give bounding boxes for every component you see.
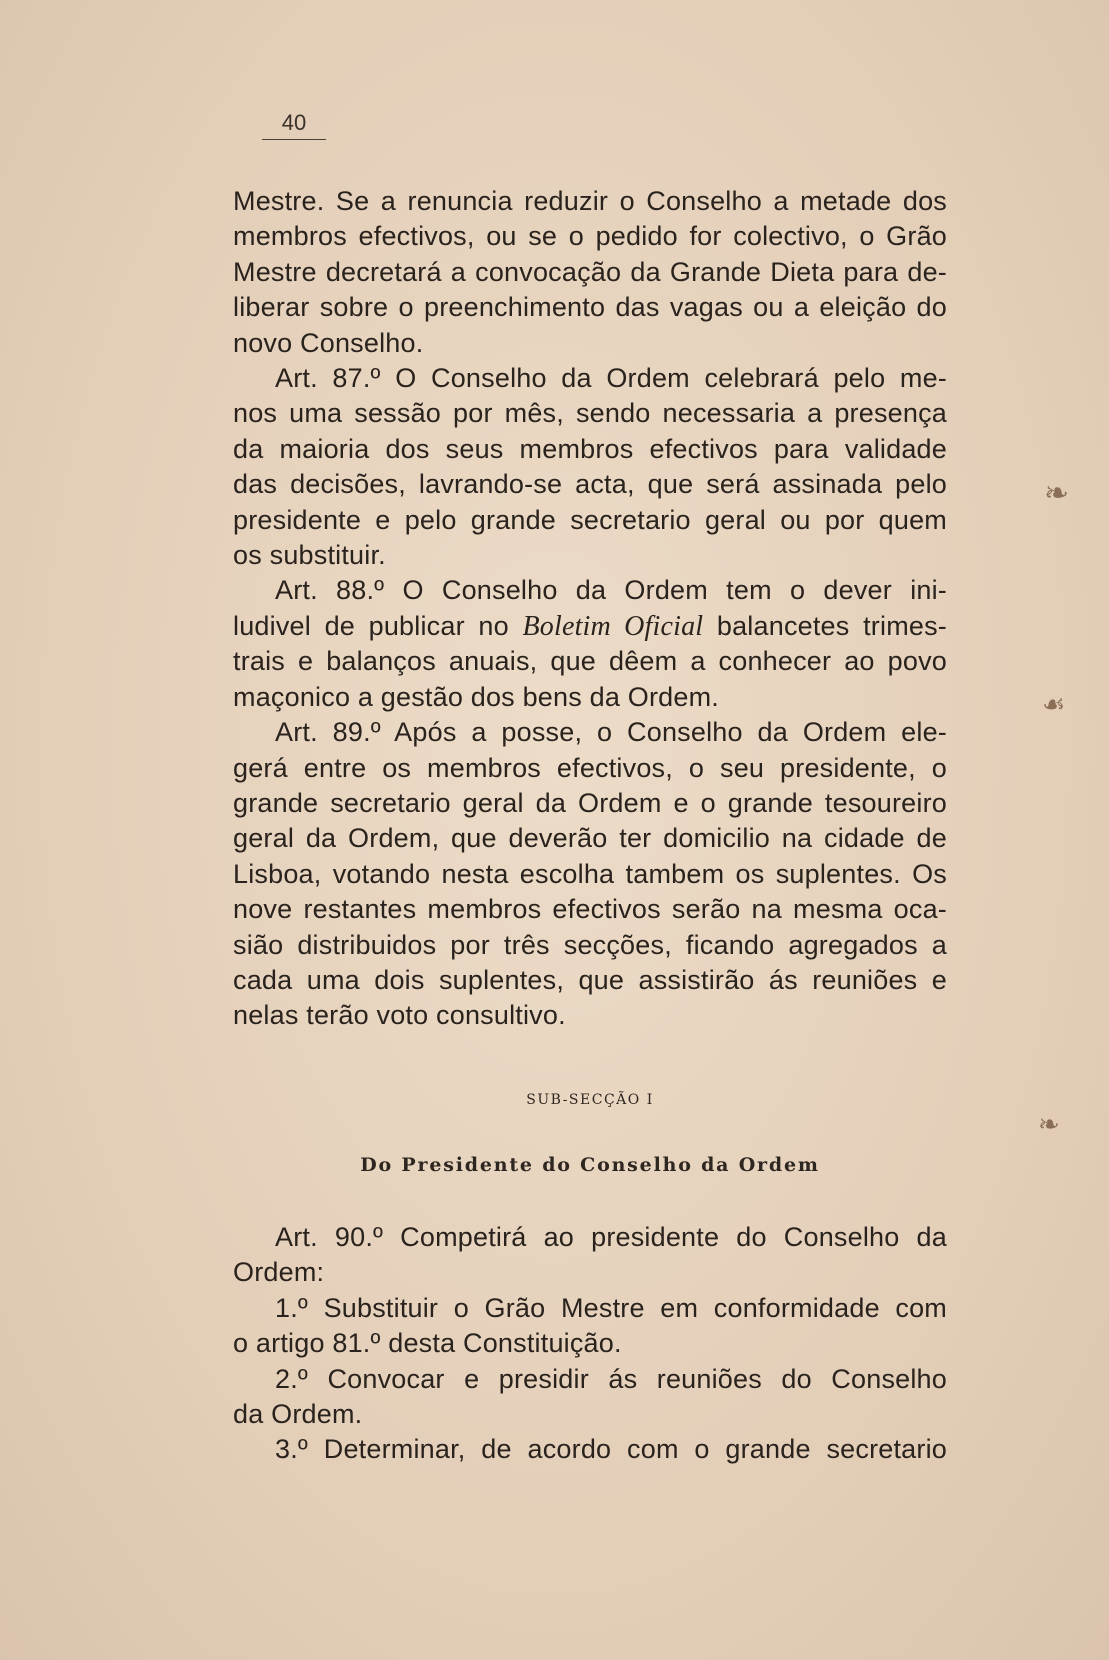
text-line: nos uma sessão por mês, sendo necessaria a presença bbox=[233, 398, 947, 429]
article-88 bbox=[233, 573, 947, 715]
text-line: nelas terão voto consultivo. bbox=[233, 1000, 566, 1031]
text-line: nove restantes membros efectivos serão na mesma oca- bbox=[233, 894, 947, 925]
italic-title: Boletim Oficial bbox=[522, 610, 704, 642]
text-line: os substituir. bbox=[233, 540, 386, 571]
item-3 bbox=[233, 1432, 947, 1467]
text-line: Art. 87.º O Conselho da Ordem celebrará pelo me- bbox=[275, 363, 947, 394]
section-title: Do Presidente do Conselho da Ordem bbox=[360, 1154, 820, 1176]
text-line: Mestre decretará a convocação da Grande Dieta para de- bbox=[233, 256, 947, 287]
text-line: Art. 89.º Após a posse, o Conselho da Ordem ele- bbox=[275, 717, 947, 748]
text-line: sião distribuidos por três secções, ficando agregados a bbox=[233, 929, 947, 960]
text-line: gerá entre os membros efectivos, o seu presidente, o bbox=[233, 752, 947, 783]
text-line bbox=[233, 609, 947, 644]
text-line: o artigo 81.º desta Constituição. bbox=[233, 1328, 622, 1359]
sub-section-heading: SUB-SECÇÃO I bbox=[526, 1092, 654, 1108]
margin-stain-icon: ❧ bbox=[1038, 1110, 1060, 1140]
text-line: cada uma dois suplentes, que assistirão ás reuniões e bbox=[233, 964, 947, 995]
margin-stain-icon: ☙ bbox=[1042, 690, 1066, 720]
text-line: maçonico a gestão dos bens da Ordem. bbox=[233, 681, 719, 712]
text-line: 3.º Determinar, de acordo com o grande secretario bbox=[275, 1434, 947, 1465]
text-line: Art. 88.º O Conselho da Ordem tem o dever ini- bbox=[275, 575, 947, 606]
text-line: da Ordem. bbox=[233, 1399, 363, 1430]
text-line: das decisões, lavrando-se acta, que será assinada pelo bbox=[233, 469, 947, 500]
body-text-top bbox=[233, 184, 947, 1034]
text-line: grande secretario geral da Ordem e o grande tesoureiro bbox=[233, 787, 947, 818]
text-line: Ordem: bbox=[233, 1257, 325, 1288]
text-segment: ludivel de publicar no bbox=[233, 610, 523, 641]
text-line: 1.º Substituir o Grão Mestre em conformidade com bbox=[275, 1292, 947, 1323]
item-2 bbox=[233, 1362, 947, 1433]
text-line: presidente e pelo grande secretario geral ou por quem bbox=[233, 504, 947, 535]
text-line: trais e balanços anuais, que dêem a conhecer ao povo bbox=[233, 646, 947, 677]
body-text-bottom bbox=[233, 1220, 947, 1468]
article-90 bbox=[233, 1220, 947, 1291]
text-line: Mestre. Se a renuncia reduzir o Conselho a metade dos bbox=[233, 186, 947, 216]
margin-stain-icon: ❧ bbox=[1044, 476, 1070, 511]
text-line: 2.º Convocar e presidir ás reuniões do Conselho bbox=[275, 1363, 947, 1394]
text-line: da maioria dos seus membros efectivos para validade bbox=[233, 433, 947, 464]
page-number: 40 bbox=[262, 110, 326, 140]
text-line: geral da Ordem, que deverão ter domicilio na cidade de bbox=[233, 823, 947, 854]
article-89 bbox=[233, 715, 947, 1034]
text-segment: balancetes trimes- bbox=[703, 610, 947, 641]
item-1 bbox=[233, 1291, 947, 1362]
text-line: Lisboa, votando nesta escolha tambem os suplentes. Os bbox=[233, 858, 947, 889]
text-line: membros efectivos, ou se o pedido for colectivo, o Grão bbox=[233, 221, 947, 252]
text-line: novo Conselho. bbox=[233, 327, 424, 358]
paragraph-continuation bbox=[233, 184, 947, 361]
article-87 bbox=[233, 361, 947, 573]
text-line: liberar sobre o preenchimento das vagas ou a eleição do bbox=[233, 292, 947, 323]
text-line: Art. 90.º Competirá ao presidente do Conselho da bbox=[275, 1222, 947, 1252]
